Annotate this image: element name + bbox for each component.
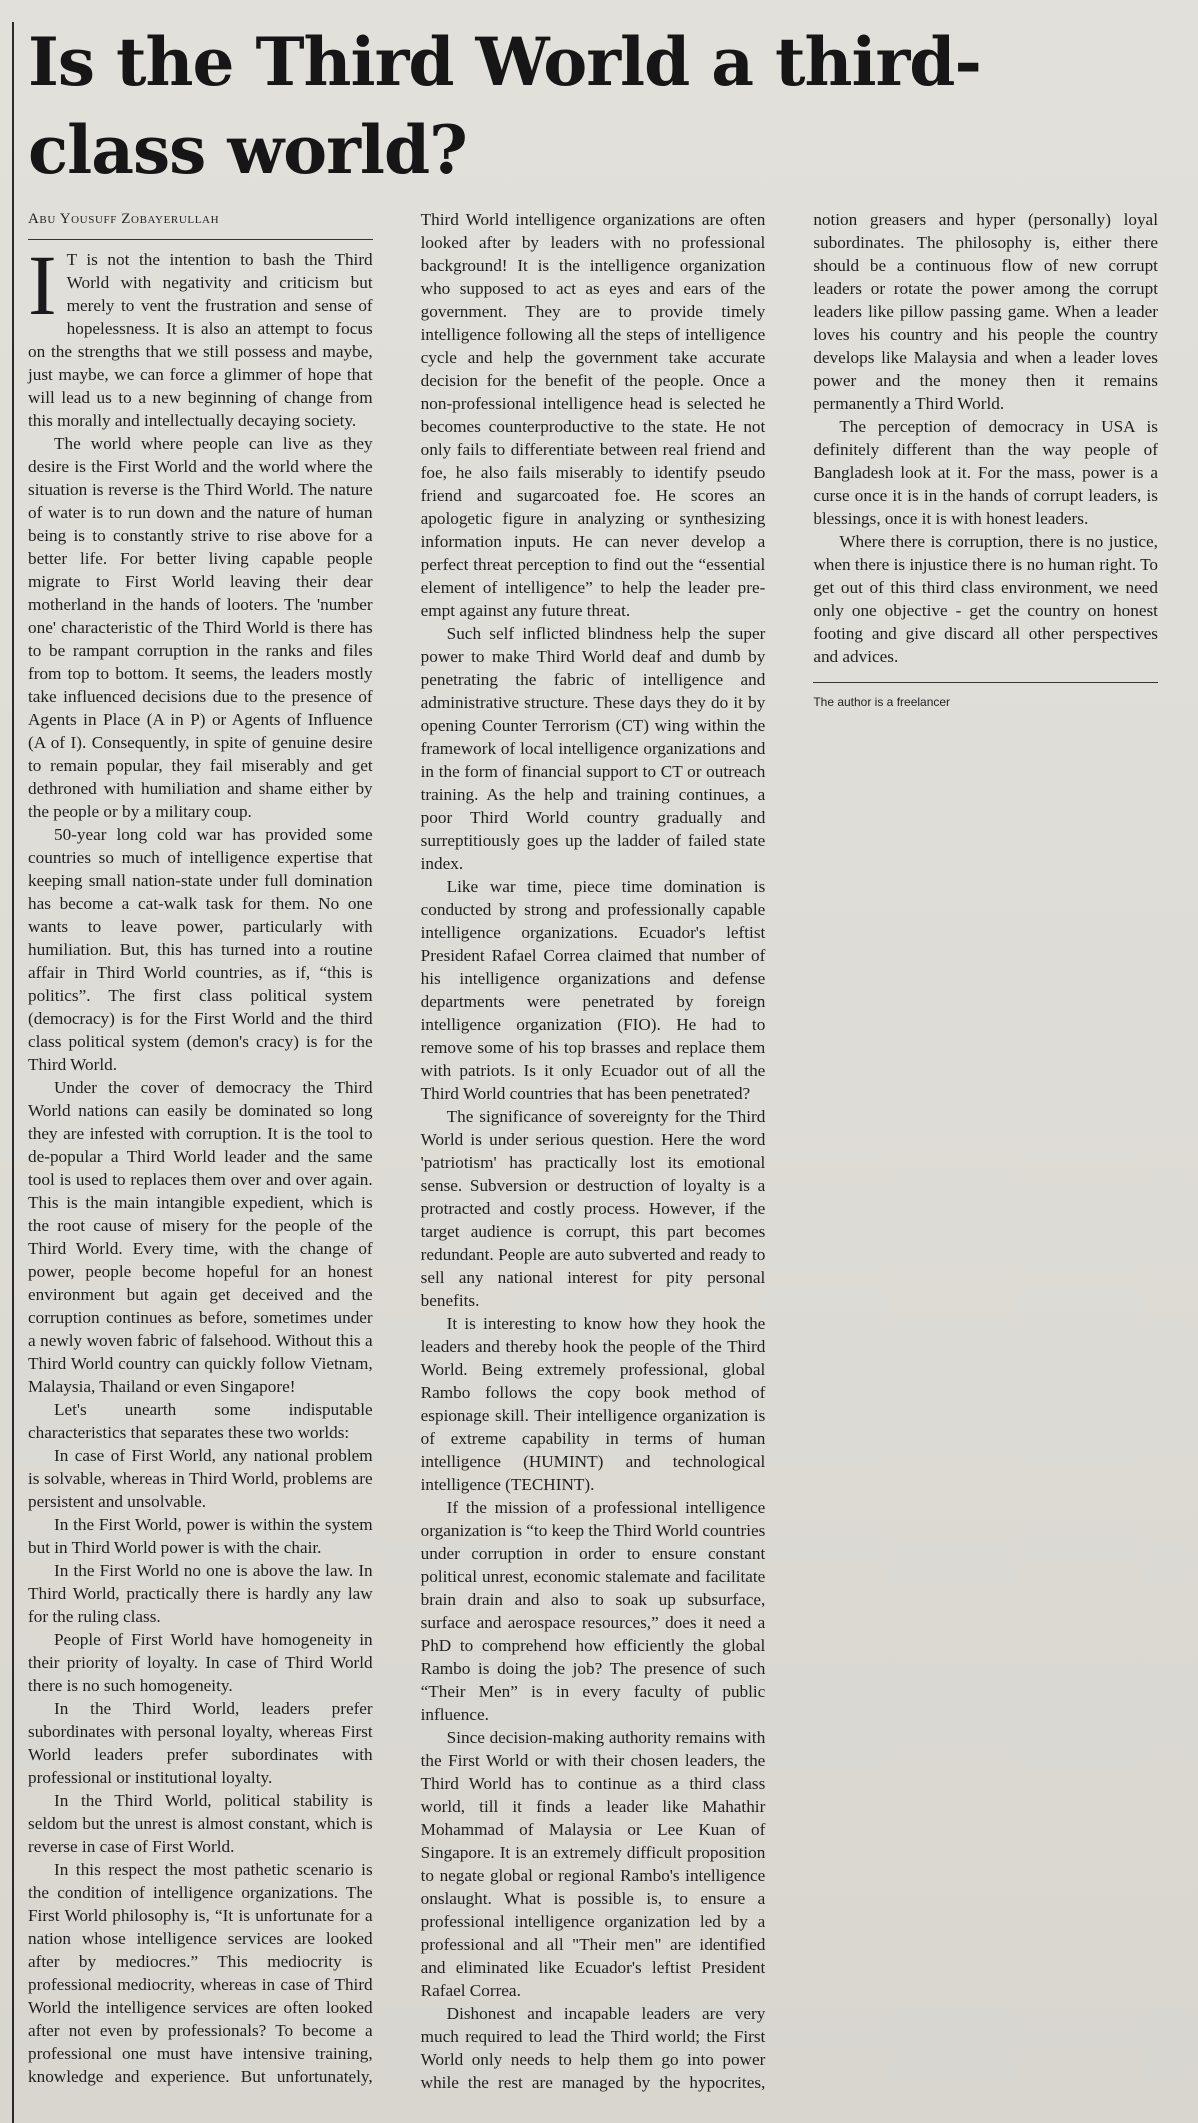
paragraph: Under the cover of democracy the Third World nations can easily be dominated so long they are infested with corruption. It is the tool to de-popular a Third World leader and the same tool is used to replaces them over and over again. This is the main intangible expedient, which is the root cause of misery for the people of the Third World. Every time, with the change of power, people become hopeful for an honest environment but again get deceived and the corruption continues as before, sometimes under a newly woven fabric of falsehood. Without this a Third World country can quickly follow Vietnam, Malaysia, Thailand or even Singapore!: [28, 1078, 373, 1396]
paragraph: Where there is corruption, there is no justice, when there is injustice there is no human right. To get out of this third class environment, we need only one objective - get the country on honest footing and give discard all other perspectives and advices.: [813, 532, 1158, 666]
paragraph: 50-year long cold war has provided some countries so much of intelligence expertise that keeping small nation-state under full domination has become a cat-walk task for them. No one wants to leave power, particularly with humiliation. But, this has turned into a routine affair in Third World countries, as if, “this is politics”. The first class political system (democracy) is for the First World and the third class political system (demon's cracy) is for the Third World.: [28, 825, 373, 1074]
paragraph: Let's unearth some indisputable characteristics that separates these two worlds:: [28, 1400, 373, 1442]
paragraph: In case of First World, any national problem is solvable, whereas in Third World, problems are persistent and unsolvable.: [28, 1446, 373, 1511]
paragraph: People of First World have homogeneity in their priority of loyalty. In case of Third World there is no such homogeneity.: [28, 1630, 373, 1695]
paragraph: If the mission of a professional intelligence organization is “to keep the Third World countries under corruption in order to ensure constant political unrest, economic stalemate and facilitate brain drain and also to soak up subsurface, surface and aerospace resources,” does it need a PhD to comprehend how efficiently the global Rambo is doing the job? The presence of such “Their Men” is in every faculty of public influence.: [420, 1498, 766, 1724]
paragraph: In the First World no one is above the law. In Third World, practically there is hardly any law for the ruling class.: [28, 1561, 373, 1626]
paragraph: Dishonest and incapable leaders are very much required to lead the Third world; the First World only needs to help them go into power while the rest are managed by the hypocrites, notion greasers and hyper (personally) loyal subordinates. The philosophy is, either there should be a continuous flow of new corrupt leaders or rotate the power among the corrupt leaders like pillow passing game. When a leader loves his country and his people the country develops like Malaysia and when a leader loves power and the money then it remains permanently a Third World.: [420, 210, 1158, 2092]
byline: Abu Yousuff Zobayerullah: [28, 208, 373, 240]
article-body: [28, 208, 1158, 2108]
paragraph: The significance of sovereignty for the Third World is under serious question. Here the word 'patriotism' has practically lost its emotional sense. Subversion or destruction of loyalty is a protracted and costly process. However, if the target audience is corrupt, this part becomes redundant. People are auto subverted and ready to sell any national interest for pity personal benefits.: [420, 1107, 766, 1310]
paragraph: Such self inflicted blindness help the super power to make Third World deaf and dumb by penetrating the fabric of intelligence and administrative structure. These days they do it by opening Counter Terrorism (CT) wing within the framework of local intelligence organizations and in the form of financial support to CT or outreach training. As the help and training continues, a poor Third World country gradually and surreptitiously goes up the ladder of failed state index.: [420, 624, 766, 873]
author-note: The author is a freelancer: [813, 695, 951, 709]
paragraph: In this respect the most pathetic scenario is the condition of intelligence organizations. The First World philosophy is, “It is unfortunate for a nation whose intelligence services are looked after by mediocres.” This mediocrity is professional mediocrity, whereas in case of Third World the intelligence services are often looked after not even by professionals? To become a professional one must have intensive training, knowledge and experience. But unfortunately, Third World intelligence organizations are often looked after by leaders with no professional background! It is the intelligence organization who supposed to act as eyes and ears of the government. They are to provide timely intelligence following all the steps of intelligence cycle and help the government take accurate decision for the benefit of the people. Once a non-professional intelligence head is selected he becomes counterproductive to the state. He not only fails to differentiate between real friend and foe, he also fails miserably to identify pseudo friend and sugarcoated foe. He scores an apologetic figure in analyzing or synthesizing information inputs. He can never develop a perfect threat perception to find out the “essential element of intelligence” to help the leader pre-empt against any future threat.: [28, 210, 766, 2086]
column-rule: [12, 22, 14, 2123]
first-paragraph-text: T is not the intention to bash the Third World with negativity and criticism but merely to vent the frustration and sense of hopelessness. It is also an attempt to focus on the strengths that we still possess and maybe, just maybe, we can force a glimmer of hope that will lead us to a new beginning of change from this morally and intellectually decaying society.: [28, 250, 373, 430]
paragraph: Since decision-making authority remains with the First World or with their chosen leaders, the Third World has to continue as a third class world, till it finds a leader like Mahathir Mohammad of Malaysia or Lee Kuan of Singapore. It is an extremely difficult proposition to negate global or regional Rambo's intelligence onslaught. What is possible is, to ensure a professional intelligence organization led by a professional and all "Their men" are identified and eliminated like Ecuador's leftist President Rafael Correa.: [420, 1728, 766, 2000]
paragraph: It is interesting to know how they hook the leaders and thereby hook the people of the Third World. Being extremely professional, global Rambo follows the copy book method of espionage skill. Their intelligence organization is of extreme capability in terms of human intelligence (HUMINT) and technological intelligence (TECHINT).: [420, 1314, 766, 1494]
paragraph: The perception of democracy in USA is definitely different than the way people of Bangladesh look at it. For the mass, power is a curse once it is in the hands of corrupt leaders, is blessings, once it is with honest leaders.: [813, 417, 1158, 528]
footer-rule: [813, 682, 1158, 683]
drop-cap: I: [28, 237, 57, 333]
paragraph: Like war time, piece time domination is conducted by strong and professionally capable intelligence organizations. Ecuador's leftist President Rafael Correa claimed that number of his intelligence organizations and defense departments were penetrated by foreign intelligence organization (FIO). He had to remove some of his top brasses and replace them with patriots. Is it only Ecuador out of all the Third World countries that has been penetrated?: [420, 877, 766, 1103]
paragraph: In the First World, power is within the system but in Third World power is with the chair.: [28, 1515, 373, 1557]
paragraph: In the Third World, leaders prefer subordinates with personal loyalty, whereas First World leaders prefer subordinates with professional or institutional loyalty.: [28, 1699, 373, 1787]
paragraph: In the Third World, political stability is seldom but the unrest is almost constant, which is reverse in case of First World.: [28, 1791, 373, 1856]
paragraph: The world where people can live as they desire is the First World and the world where the situation is reverse is the Third World. The nature of water is to run down and the nature of human being is to constantly strive to rise above for a better life. For better living capable people migrate to First World leaving their dear motherland in the hands of looters. The 'number one' characteristic of the Third World is there has to be rampant corruption in the ranks and files from top to bottom. It seems, the leaders mostly take influenced decisions due to the presence of Agents in Place (A in P) or Agents of Influence (A of I). Consequently, in spite of genuine desire to remain popular, they fail miserably and get dethroned with humiliation and shame either by the people or by a military coup.: [28, 434, 373, 821]
first-paragraph: [28, 237, 373, 432]
headline: Is the Third World a third-class world?: [28, 23, 981, 189]
